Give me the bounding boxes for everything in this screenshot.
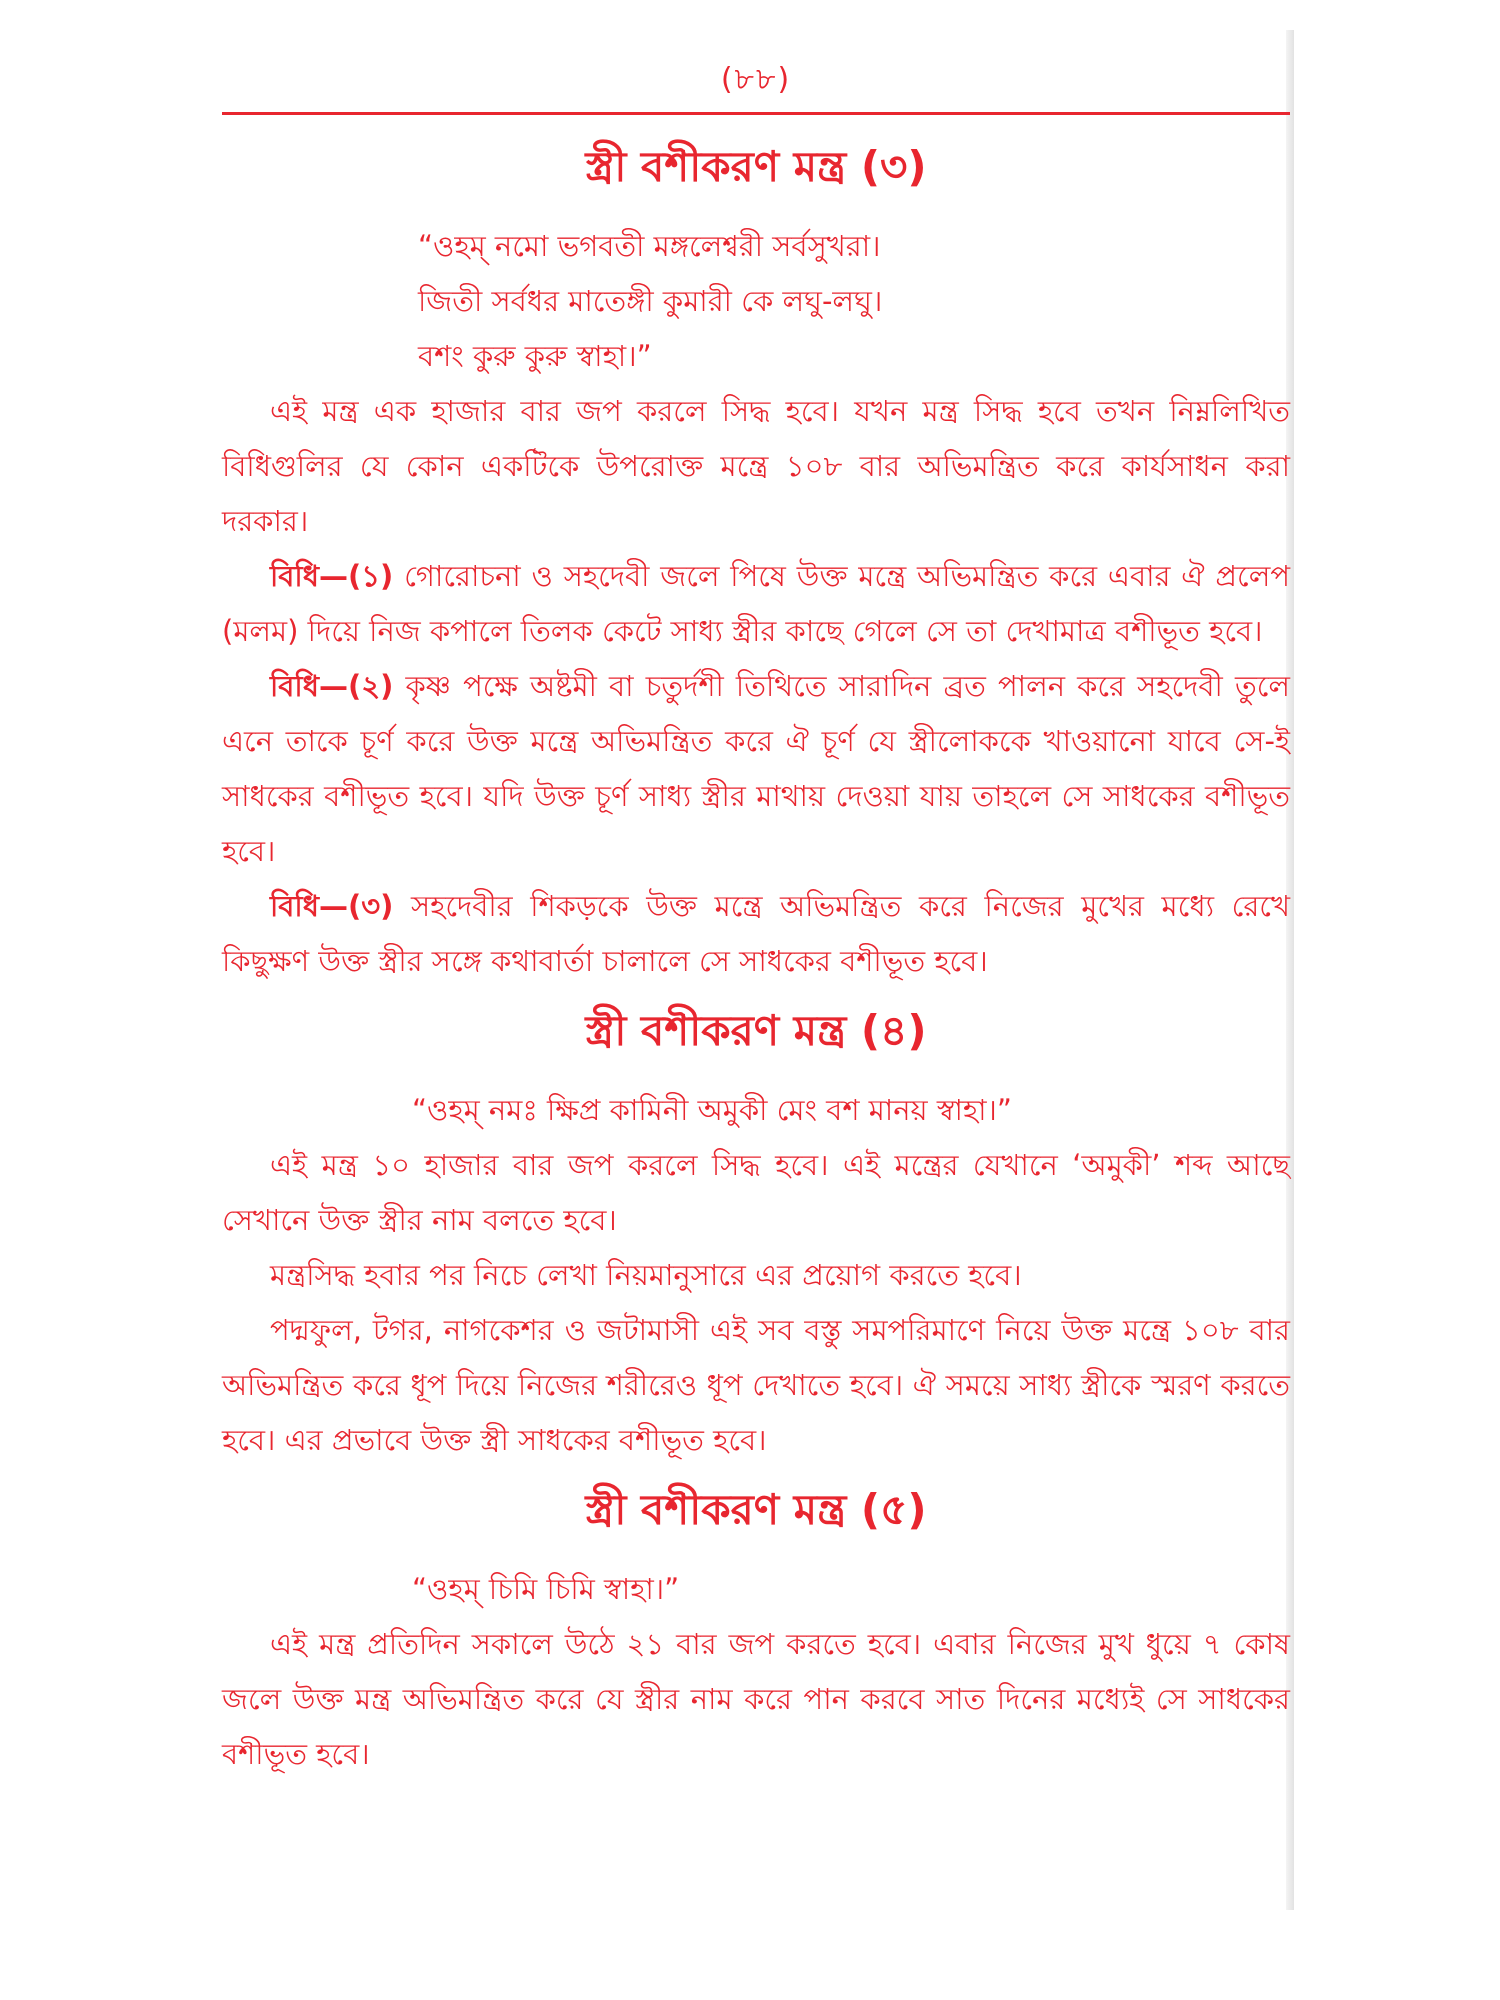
section-mantra-5 — [222, 1480, 1290, 1782]
body-paragraph: এই মন্ত্র প্রতিদিন সকালে উঠে ২১ বার জপ করতে হবে। এবার নিজের মুখ ধুয়ে ৭ কোষ জলে উক্ত মন্ত্র অভিমন্ত্রিত করে যে স্ত্রীর নাম করে পান করবে সাত দিনের মধ্যেই সে সাধকের বশীভূত হবে। — [222, 1627, 1290, 1771]
step-label: বিধি—(২) — [270, 669, 394, 703]
mantra-line: জিতী সর্বধর মাতেঙ্গী কুমারী কে লঘু-লঘু। — [418, 284, 883, 318]
page-number: (৮৮) — [720, 62, 792, 97]
step-paragraph — [222, 549, 1290, 659]
mantra-line: “ওহম্ নমো ভগবতী মঙ্গলেশ্বরী সর্বসুখরা। — [418, 229, 881, 263]
section-heading: স্ত্রী বশীকরণ মন্ত্র (৩) — [585, 142, 927, 191]
book-page — [222, 60, 1290, 1782]
body-paragraph: পদ্মফুল, টগর, নাগকেশর ও জটামাসী এই সব বস্তু সমপরিমাণে নিয়ে উক্ত মন্ত্রে ১০৮ বার অভিমন্ত্রিত করে ধূপ দিয়ে নিজের শরীরেও ধূপ দেখাতে হবে। ঐ সময়ে সাধ্য স্ত্রীকে স্মরণ করতে হবে। এর প্রভাবে উক্ত স্ত্রী সাধকের বশীভূত হবে। — [222, 1313, 1290, 1457]
mantra-line: “ওহম্ চিমি চিমি স্বাহা।” — [412, 1572, 680, 1606]
section-heading: স্ত্রী বশীকরণ মন্ত্র (৪) — [585, 1006, 927, 1055]
step-paragraph — [222, 879, 1290, 989]
mantra-line: “ওহম্ নমঃ ক্ষিপ্র কামিনী অমুকী মেং বশ মানয় স্বাহা।” — [412, 1093, 1012, 1127]
step-text: সহদেবীর শিকড়কে উক্ত মন্ত্রে অভিমন্ত্রিত করে নিজের মুখের মধ্যে রেখে কিছুক্ষণ উক্ত স্ত্রীর সঙ্গে কথাবার্তা চালালে সে সাধকের বশীভূত হবে। — [222, 889, 1290, 978]
body-paragraph: মন্ত্রসিদ্ধ হবার পর নিচে লেখা নিয়মানুসারে এর প্রয়োগ করতে হবে। — [270, 1258, 1022, 1292]
body-paragraph: এই মন্ত্র ১০ হাজার বার জপ করলে সিদ্ধ হবে। এই মন্ত্রের যেখানে ‘অমুকী’ শব্দ আছে সেখানে উক্ত স্ত্রীর নাম বলতে হবে। — [222, 1148, 1290, 1237]
step-label: বিধি—(৩) — [270, 889, 394, 923]
step-text: গোরোচনা ও সহদেবী জলে পিষে উক্ত মন্ত্রে অভিমন্ত্রিত করে এবার ঐ প্রলেপ (মলম) দিয়ে নিজ কপালে তিলক কেটে সাধ্য স্ত্রীর কাছে গেলে সে তা দেখামাত্র বশীভূত হবে। — [222, 559, 1290, 648]
step-label: বিধি—(১) — [270, 559, 394, 593]
step-text: কৃষ্ণ পক্ষে অষ্টমী বা চতুর্দশী তিথিতে সারাদিন ব্রত পালন করে সহদেবী তুলে এনে তাকে চূর্ণ করে উক্ত মন্ত্রে অভিমন্ত্রিত করে ঐ চূর্ণ যে স্ত্রীলোককে খাওয়ানো যাবে সে-ই সাধকের বশীভূত হবে। যদি উক্ত চূর্ণ সাধ্য স্ত্রীর মাথায় দেওয়া যায় তাহলে সে সাধকের বশীভূত হবে। — [222, 669, 1290, 868]
mantra-line: বশং কুরু কুরু স্বাহা।” — [418, 339, 652, 373]
section-mantra-3 — [222, 137, 1290, 989]
section-mantra-4 — [222, 1001, 1290, 1468]
section-heading: স্ত্রী বশীকরণ মন্ত্র (৫) — [585, 1485, 927, 1534]
step-paragraph — [222, 659, 1290, 879]
header-rule — [222, 112, 1290, 115]
intro-paragraph: এই মন্ত্র এক হাজার বার জপ করলে সিদ্ধ হবে। যখন মন্ত্র সিদ্ধ হবে তখন নিম্নলিখিত বিধিগুলির যে কোন একটিকে উপরোক্ত মন্ত্রে ১০৮ বার অভিমন্ত্রিত করে কার্যসাধন করা দরকার। — [222, 394, 1290, 538]
